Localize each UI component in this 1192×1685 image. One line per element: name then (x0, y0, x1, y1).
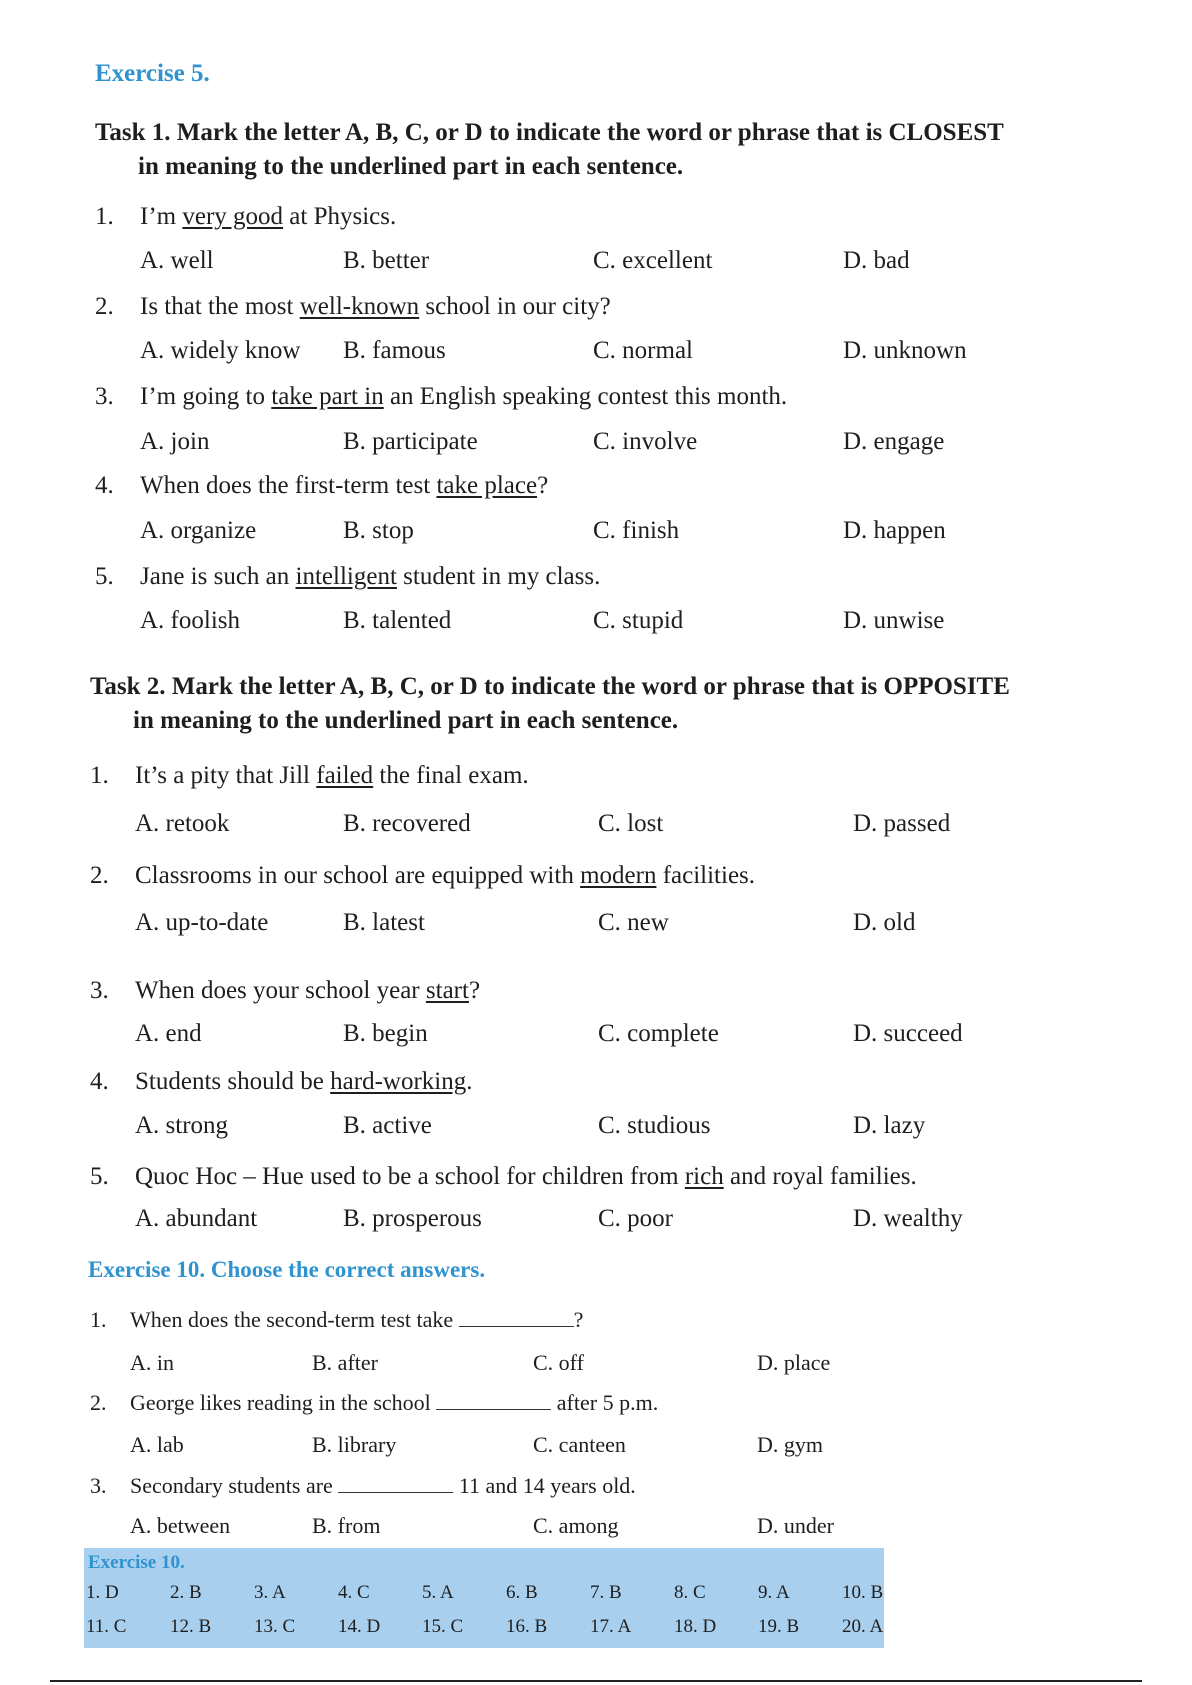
answer-option: B. prosperous (343, 1205, 482, 1232)
question-text (135, 1068, 472, 1096)
answer-option: A. abundant (135, 1205, 258, 1232)
question-text-before: I’m (140, 203, 183, 230)
answer-option: D. under (757, 1513, 834, 1538)
answer-option: B. latest (343, 909, 425, 936)
question-text (140, 563, 600, 591)
answer-key-cell: 1. D (86, 1582, 119, 1603)
answer-key-cell: 4. C (338, 1582, 370, 1603)
answer-blank (338, 1474, 453, 1493)
question-text (130, 1307, 583, 1333)
answer-blank (436, 1391, 551, 1410)
answer-option: D. passed (853, 810, 951, 837)
answer-option: B. better (343, 247, 430, 274)
task1-instruction-line1: Task 1. Mark the letter A, B, C, or D to indicate the word or phrase that is CLOSEST (95, 119, 1004, 146)
question-number: 2. (95, 293, 114, 320)
answer-option: B. stop (343, 517, 414, 544)
answer-option: B. famous (343, 337, 446, 364)
answer-option: B. from (312, 1513, 381, 1538)
question-text-before: Quoc Hoc – Hue used to be a school for children from (135, 1163, 685, 1190)
question-text-after: at Physics. (283, 203, 397, 230)
answer-option: C. complete (598, 1020, 719, 1047)
question-text-before: Is that the most (140, 293, 300, 320)
answer-key-box (84, 1548, 884, 1648)
question-number: 5. (95, 563, 114, 590)
answer-key-cell: 3. A (254, 1582, 286, 1603)
answer-option: A. widely know (140, 337, 301, 364)
answer-option: C. finish (593, 517, 680, 544)
answer-option: C. off (533, 1350, 584, 1375)
answer-option: B. recovered (343, 810, 471, 837)
answer-option: A. in (130, 1350, 174, 1375)
question-text-before: Students should be (135, 1068, 331, 1095)
answer-key-cell: 17. A (590, 1616, 632, 1637)
answer-key-title: Exercise 10. (88, 1552, 185, 1573)
answer-option: C. poor (598, 1205, 673, 1232)
question-number: 1. (90, 762, 109, 789)
answer-option: D. wealthy (853, 1205, 963, 1232)
answer-option: A. up-to-date (135, 909, 269, 936)
question-text (135, 1163, 917, 1191)
answer-option: C. excellent (593, 247, 713, 274)
answer-option: B. talented (343, 607, 452, 634)
answer-key-cell: 14. D (338, 1616, 381, 1637)
answer-option: D. unknown (843, 337, 967, 364)
answer-option: B. library (312, 1432, 397, 1457)
underlined-part: start (425, 977, 469, 1004)
question-number: 2. (90, 862, 109, 889)
question-text-after: ? (468, 977, 481, 1004)
question-number: 3. (90, 1473, 107, 1498)
answer-key-cell: 16. B (506, 1616, 548, 1637)
answer-option: D. place (757, 1350, 831, 1375)
answer-option: A. foolish (140, 607, 240, 634)
answer-key-cell: 12. B (170, 1616, 212, 1637)
question-text (140, 472, 548, 500)
answer-key-cell: 15. C (422, 1616, 464, 1637)
answer-key-cell: 20. A (842, 1616, 884, 1637)
answer-option: D. gym (757, 1432, 823, 1457)
answer-option: A. end (135, 1020, 202, 1047)
question-text-before: Jane is such an (140, 563, 296, 590)
answer-key-cell: 9. A (758, 1582, 790, 1603)
answer-option: D. unwise (843, 607, 945, 634)
answer-key-cell: 13. C (254, 1616, 296, 1637)
answer-option: B. begin (343, 1020, 428, 1047)
answer-option: B. participate (343, 428, 478, 455)
question-text-after: facilities. (656, 862, 756, 889)
question-text-after: ? (573, 1307, 584, 1332)
answer-option: B. active (343, 1112, 432, 1139)
answer-option: C. new (598, 909, 669, 936)
answer-key-cell: 7. B (590, 1582, 622, 1603)
question-number: 1. (95, 203, 114, 230)
question-text (140, 383, 787, 411)
task2-instruction-line2: in meaning to the underlined part in each sentence. (133, 707, 679, 734)
answer-option: C. involve (593, 428, 698, 455)
answer-option: D. engage (843, 428, 945, 455)
bottom-divider (50, 1680, 1142, 1682)
question-text-before: When does the first-term test (140, 472, 437, 499)
answer-option: A. organize (140, 517, 257, 544)
answer-key-cell: 19. B (758, 1616, 800, 1637)
answer-option: A. join (140, 428, 210, 455)
question-number: 2. (90, 1390, 107, 1415)
answer-option: D. happen (843, 517, 946, 544)
underlined-part: intelligent (295, 563, 397, 590)
question-text (130, 1473, 636, 1499)
question-text-before: When does your school year (135, 977, 426, 1004)
question-text-after: the final exam. (373, 762, 529, 789)
question-text (140, 203, 396, 231)
question-number: 5. (90, 1163, 109, 1190)
task2-instruction-line1: Task 2. Mark the letter A, B, C, or D to indicate the word or phrase that is OPPOSITE (90, 673, 1010, 700)
underlined-part: rich (684, 1163, 724, 1190)
answer-option: B. after (312, 1350, 378, 1375)
question-text (130, 1390, 658, 1416)
answer-option: D. lazy (853, 1112, 926, 1139)
question-text-after: school in our city? (419, 293, 611, 320)
underlined-part: hard-working (330, 1068, 467, 1095)
question-text (135, 862, 755, 890)
answer-key-cell: 18. D (674, 1616, 717, 1637)
question-text-after: 11 and 14 years old. (453, 1473, 636, 1498)
answer-key-cell: 10. B (842, 1582, 884, 1603)
answer-option: D. bad (843, 247, 910, 274)
question-text-after: student in my class. (396, 563, 601, 590)
question-number: 3. (90, 977, 109, 1004)
answer-option: A. retook (135, 810, 230, 837)
question-text (140, 293, 611, 321)
underlined-part: take part in (271, 383, 384, 410)
answer-option: D. succeed (853, 1020, 963, 1047)
question-text (135, 977, 480, 1005)
answer-key-cell: 8. C (674, 1582, 706, 1603)
answer-option: C. canteen (533, 1432, 626, 1457)
answer-option: C. lost (598, 810, 664, 837)
question-text-after: ? (537, 472, 549, 499)
answer-option: A. between (130, 1513, 231, 1538)
answer-option: C. among (533, 1513, 619, 1538)
answer-option: C. studious (598, 1112, 711, 1139)
underlined-part: very good (182, 203, 284, 230)
underlined-part: take place (436, 472, 538, 499)
task1-instruction-line2: in meaning to the underlined part in each sentence. (138, 153, 684, 180)
underlined-part: modern (580, 862, 657, 889)
underlined-part: well-known (299, 293, 420, 320)
question-text-before: I’m going to (140, 383, 272, 410)
question-text (135, 762, 529, 790)
answer-key-cell: 5. A (422, 1582, 454, 1603)
question-text-before: When does the second-term test take (130, 1307, 459, 1332)
question-text-before: Classrooms in our school are equipped with (135, 862, 581, 889)
exercise10-title: Exercise 10. Choose the correct answers. (88, 1257, 486, 1282)
underlined-part: failed (316, 762, 374, 789)
exercise5-title: Exercise 5. (95, 60, 210, 87)
question-number: 1. (90, 1307, 107, 1332)
question-text-after: and royal families. (723, 1163, 917, 1190)
answer-option: C. stupid (593, 607, 684, 634)
answer-blank (459, 1308, 574, 1327)
question-number: 4. (95, 472, 114, 499)
answer-option: D. old (853, 909, 916, 936)
question-text-before: It’s a pity that Jill (135, 762, 317, 789)
question-text-after: after 5 p.m. (551, 1390, 659, 1415)
question-text-after: an English speaking contest this month. (383, 383, 788, 410)
answer-option: C. normal (593, 337, 693, 364)
answer-key-cell: 11. C (86, 1616, 127, 1637)
answer-option: A. well (140, 247, 214, 274)
answer-option: A. lab (130, 1432, 184, 1457)
question-number: 3. (95, 383, 114, 410)
answer-key-cell: 6. B (506, 1582, 538, 1603)
question-text-before: George likes reading in the school (130, 1390, 437, 1415)
answer-key-cell: 2. B (170, 1582, 202, 1603)
question-text-before: Secondary students are (130, 1473, 339, 1498)
answer-option: A. strong (135, 1112, 229, 1139)
question-text-after: . (466, 1068, 473, 1095)
question-number: 4. (90, 1068, 109, 1095)
